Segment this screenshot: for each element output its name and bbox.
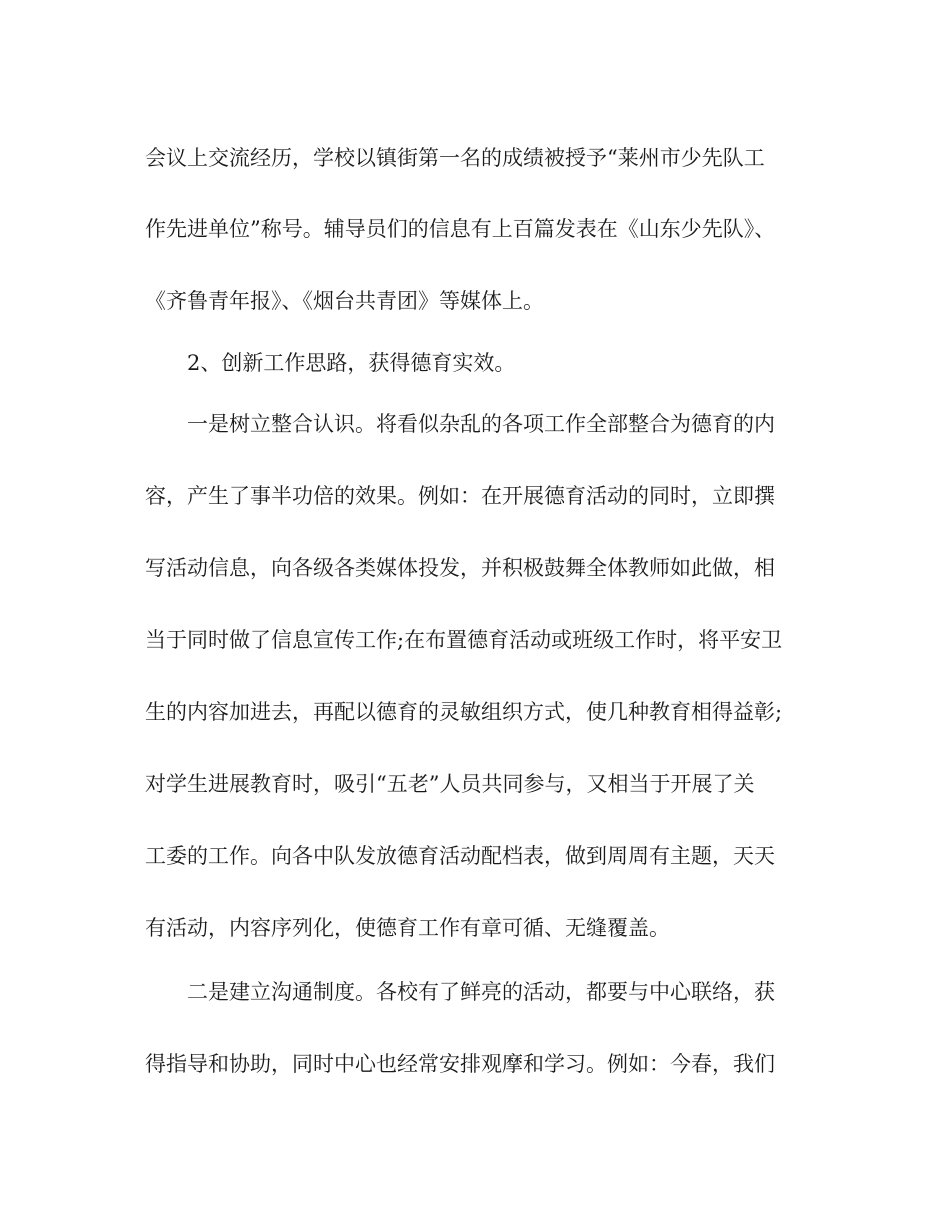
paragraph-first-line: 二是建立沟通制度。各校有了鲜亮的活动，都要与中心联络，获	[187, 980, 775, 1004]
text-line: 容，产生了事半功倍的效果。例如：在开展德育活动的同时，立即撰	[145, 484, 775, 508]
text-line: 得指导和协助，同时中心也经常安排观摩和学习。例如：今春，我们	[145, 1052, 775, 1076]
text-line: 对学生进展教育时，吸引“五老”人员共同参与，又相当于开展了关	[145, 772, 755, 796]
text-line: 作先进单位”称号。辅导员们的信息有上百篇发表在《山东少先队》、	[145, 217, 776, 241]
section-heading: 2、创新工作思路，获得德育实效。	[187, 351, 516, 375]
text-line: 有活动，内容序列化，使德育工作有章可循、无缝覆盖。	[145, 916, 670, 940]
text-line: 写活动信息，向各级各类媒体投发，并积极鼓舞全体教师如此做，相	[145, 556, 775, 580]
text-line: 生的内容加进去，再配以德育的灵敏组织方式，使几种教育相得益彰;	[145, 700, 783, 724]
text-line: 会议上交流经历，学校以镇街第一名的成绩被授予“莱州市少先队工	[145, 146, 765, 170]
paragraph-first-line: 一是树立整合认识。将看似杂乱的各项工作全部整合为德育的内	[187, 412, 775, 436]
text-line: 当于同时做了信息宣传工作;在布置德育活动或班级工作时，将平安卫	[145, 628, 783, 652]
text-line: 工委的工作。向各中队发放德育活动配档表，做到周周有主题，天天	[145, 844, 775, 868]
text-line: 《齐鲁青年报》、《烟台共青团》等媒体上。	[145, 289, 544, 313]
